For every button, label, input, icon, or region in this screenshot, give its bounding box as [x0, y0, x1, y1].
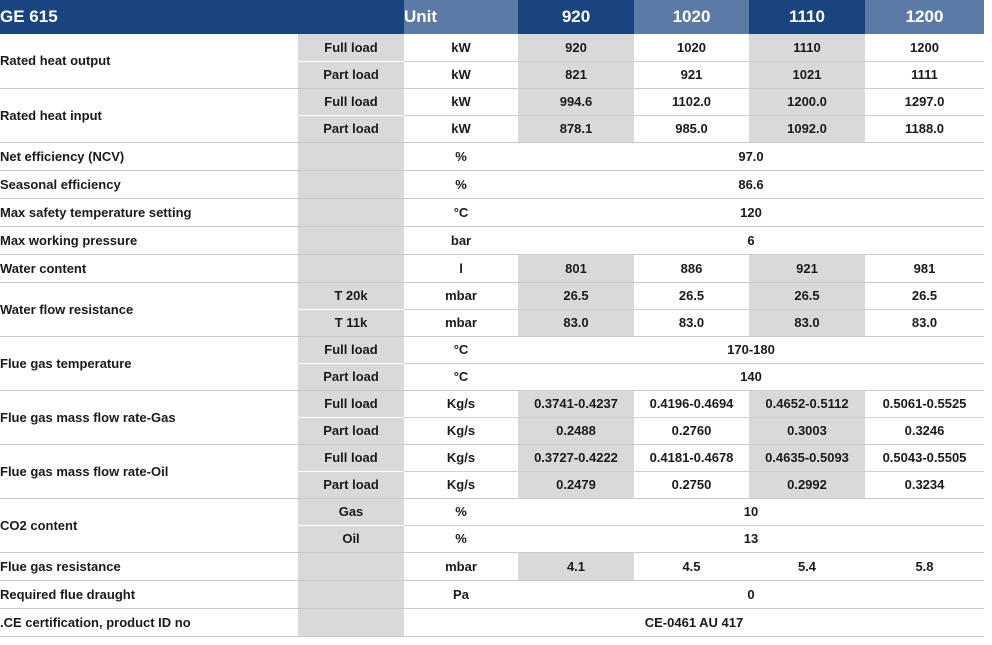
value-cell: 26.5	[634, 282, 749, 309]
value-cell: 170-180	[518, 336, 984, 363]
value-cell: 0.4181-0.4678	[634, 444, 749, 471]
value-cell: 886	[634, 254, 749, 282]
value-cell: 0.3246	[865, 417, 984, 444]
table-row	[0, 498, 984, 525]
row-label-flue-gas-mass-flow-gas: Flue gas mass flow rate-Gas	[0, 390, 298, 444]
sub-label: Part load	[298, 471, 404, 498]
row-label-water-content: Water content	[0, 254, 298, 282]
sub-label-blank	[298, 580, 404, 608]
value-cell: 1110	[749, 34, 865, 61]
table-row	[0, 282, 984, 309]
table-row	[0, 254, 984, 282]
unit-cell: Pa	[404, 580, 518, 608]
sub-label: Part load	[298, 115, 404, 142]
table-row	[0, 608, 984, 636]
row-label-ce-certification: .CE certification, product ID no	[0, 608, 298, 636]
value-cell: 1200.0	[749, 88, 865, 115]
row-label-seasonal-efficiency: Seasonal efficiency	[0, 170, 298, 198]
table-row	[0, 198, 984, 226]
unit-cell: %	[404, 498, 518, 525]
value-cell: 0.3727-0.4222	[518, 444, 634, 471]
row-label-water-flow-resistance: Water flow resistance	[0, 282, 298, 336]
table-row	[0, 444, 984, 471]
value-cell: 0.2992	[749, 471, 865, 498]
row-label-flue-gas-temperature: Flue gas temperature	[0, 336, 298, 390]
unit-cell: °C	[404, 363, 518, 390]
header-blank	[298, 0, 404, 34]
row-label-rated-heat-output: Rated heat output	[0, 34, 298, 88]
table-row	[0, 552, 984, 580]
unit-cell: l	[404, 254, 518, 282]
value-cell: 0.5061-0.5525	[865, 390, 984, 417]
sub-label: Full load	[298, 336, 404, 363]
value-cell: 10	[518, 498, 984, 525]
table-row	[0, 226, 984, 254]
value-cell: 878.1	[518, 115, 634, 142]
value-cell: 13	[518, 525, 984, 552]
header-model-1020: 1020	[634, 0, 749, 34]
value-cell: 0.4635-0.5093	[749, 444, 865, 471]
unit-cell: kW	[404, 34, 518, 61]
value-cell: 1020	[634, 34, 749, 61]
sub-label-blank	[298, 226, 404, 254]
header-row	[0, 0, 984, 34]
value-cell: 1111	[865, 61, 984, 88]
row-label-flue-gas-mass-flow-oil: Flue gas mass flow rate-Oil	[0, 444, 298, 498]
value-cell: 86.6	[518, 170, 984, 198]
value-cell: 5.4	[749, 552, 865, 580]
value-cell: 0.5043-0.5505	[865, 444, 984, 471]
table-row	[0, 142, 984, 170]
sub-label-blank	[298, 552, 404, 580]
value-cell: CE-0461 AU 417	[404, 608, 984, 636]
sub-label: T 11k	[298, 309, 404, 336]
sub-label: Full load	[298, 390, 404, 417]
row-label-max-working-pressure: Max working pressure	[0, 226, 298, 254]
table-title: GE 615	[0, 0, 298, 34]
value-cell: 994.6	[518, 88, 634, 115]
value-cell: 1102.0	[634, 88, 749, 115]
row-label-required-flue-draught: Required flue draught	[0, 580, 298, 608]
value-cell: 985.0	[634, 115, 749, 142]
value-cell: 83.0	[865, 309, 984, 336]
sub-label-blank	[298, 254, 404, 282]
unit-cell: kW	[404, 61, 518, 88]
value-cell: 4.5	[634, 552, 749, 580]
unit-cell: kW	[404, 88, 518, 115]
value-cell: 1021	[749, 61, 865, 88]
value-cell: 26.5	[865, 282, 984, 309]
value-cell: 1188.0	[865, 115, 984, 142]
value-cell: 0.2750	[634, 471, 749, 498]
sub-label: Full load	[298, 88, 404, 115]
sub-label: T 20k	[298, 282, 404, 309]
value-cell: 140	[518, 363, 984, 390]
table-row	[0, 34, 984, 61]
value-cell: 821	[518, 61, 634, 88]
value-cell: 981	[865, 254, 984, 282]
value-cell: 0.3003	[749, 417, 865, 444]
value-cell: 0.3234	[865, 471, 984, 498]
unit-cell: kW	[404, 115, 518, 142]
value-cell: 83.0	[749, 309, 865, 336]
value-cell: 26.5	[518, 282, 634, 309]
row-label-rated-heat-input: Rated heat input	[0, 88, 298, 142]
header-unit: Unit	[404, 0, 518, 34]
sub-label: Oil	[298, 525, 404, 552]
value-cell: 83.0	[634, 309, 749, 336]
value-cell: 0.4652-0.5112	[749, 390, 865, 417]
value-cell: 26.5	[749, 282, 865, 309]
sub-label: Full load	[298, 34, 404, 61]
unit-cell: mbar	[404, 552, 518, 580]
value-cell: 920	[518, 34, 634, 61]
unit-cell: bar	[404, 226, 518, 254]
value-cell: 0.2488	[518, 417, 634, 444]
value-cell: 0.2479	[518, 471, 634, 498]
header-model-1110: 1110	[749, 0, 865, 34]
value-cell: 6	[518, 226, 984, 254]
row-label-max-safety-temperature: Max safety temperature setting	[0, 198, 298, 226]
value-cell: 1297.0	[865, 88, 984, 115]
value-cell: 0.3741-0.4237	[518, 390, 634, 417]
sub-label-blank	[298, 142, 404, 170]
sub-label: Part load	[298, 363, 404, 390]
unit-cell: °C	[404, 336, 518, 363]
value-cell: 921	[749, 254, 865, 282]
sub-label: Part load	[298, 61, 404, 88]
sub-label: Gas	[298, 498, 404, 525]
value-cell: 801	[518, 254, 634, 282]
unit-cell: Kg/s	[404, 390, 518, 417]
value-cell: 5.8	[865, 552, 984, 580]
header-model-1200: 1200	[865, 0, 984, 34]
value-cell: 1200	[865, 34, 984, 61]
row-label-flue-gas-resistance: Flue gas resistance	[0, 552, 298, 580]
row-label-net-efficiency: Net efficiency (NCV)	[0, 142, 298, 170]
row-label-co2-content: CO2 content	[0, 498, 298, 552]
unit-cell: %	[404, 170, 518, 198]
value-cell: 97.0	[518, 142, 984, 170]
table-row	[0, 88, 984, 115]
unit-cell: %	[404, 525, 518, 552]
table-row	[0, 390, 984, 417]
unit-cell: Kg/s	[404, 417, 518, 444]
unit-cell: mbar	[404, 282, 518, 309]
value-cell: 83.0	[518, 309, 634, 336]
value-cell: 4.1	[518, 552, 634, 580]
unit-cell: mbar	[404, 309, 518, 336]
unit-cell: Kg/s	[404, 444, 518, 471]
sub-label-blank	[298, 608, 404, 636]
unit-cell: °C	[404, 198, 518, 226]
sub-label: Part load	[298, 417, 404, 444]
table-row	[0, 336, 984, 363]
header-model-920: 920	[518, 0, 634, 34]
value-cell: 921	[634, 61, 749, 88]
value-cell: 0.2760	[634, 417, 749, 444]
value-cell: 0	[518, 580, 984, 608]
sub-label-blank	[298, 170, 404, 198]
value-cell: 1092.0	[749, 115, 865, 142]
table-row	[0, 170, 984, 198]
sub-label: Full load	[298, 444, 404, 471]
value-cell: 120	[518, 198, 984, 226]
unit-cell: %	[404, 142, 518, 170]
unit-cell: Kg/s	[404, 471, 518, 498]
value-cell: 0.4196-0.4694	[634, 390, 749, 417]
sub-label-blank	[298, 198, 404, 226]
table-row	[0, 580, 984, 608]
